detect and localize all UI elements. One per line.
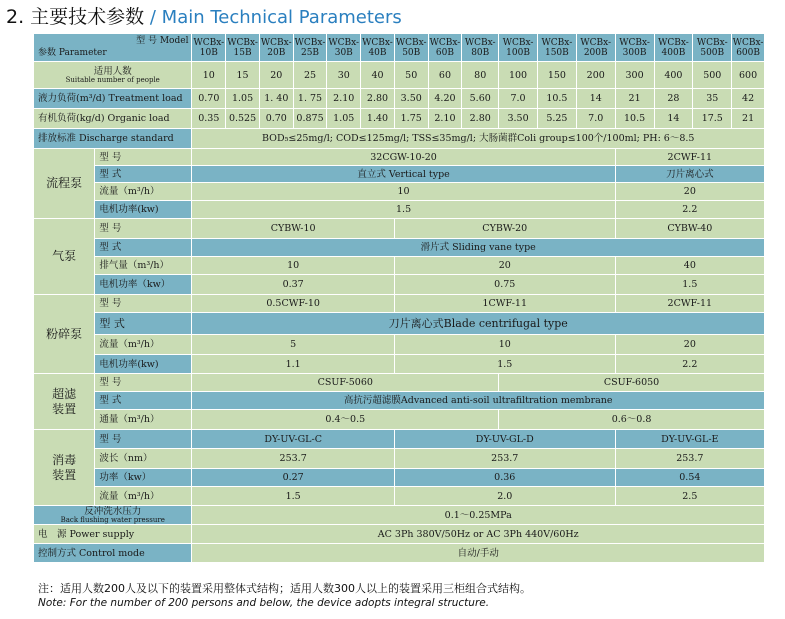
- organic-row: [34, 109, 765, 129]
- people-value: 15: [226, 62, 260, 89]
- flow-pump-row-label: 电机功率(kw): [95, 201, 192, 219]
- people-value: 300: [615, 62, 654, 89]
- ultra-flux: 0.4～0.5: [192, 410, 499, 430]
- disinfect-power: 0.36: [394, 469, 615, 487]
- model-header: WCBx-200B: [576, 34, 615, 62]
- air-pump-power: 0.37: [192, 275, 394, 295]
- model-header: WCBx-600B: [732, 34, 765, 62]
- notes: [38, 581, 531, 611]
- air-pump-row: [34, 275, 765, 295]
- flow-pump-value: 1.5: [192, 201, 615, 219]
- flow-pump-row-label: 型 式: [95, 166, 192, 183]
- crusher-power: 1.1: [192, 355, 394, 374]
- ultra-group-line1: 超滤: [52, 386, 77, 401]
- organic-value: 3.50: [499, 109, 538, 129]
- note-en: Note: For the number of 200 persons and below, the device adopts integral structure.: [38, 597, 490, 609]
- air-pump-group: 气泵: [34, 219, 95, 295]
- people-value: 100: [499, 62, 538, 89]
- crusher-power: 1.5: [394, 355, 615, 374]
- disinfect-wave: 253.7: [615, 449, 764, 469]
- people-value: 150: [537, 62, 576, 89]
- ultra-group-line2: 装置: [52, 401, 77, 416]
- ultra-group: [34, 374, 95, 430]
- disinfect-row: [34, 430, 765, 449]
- air-pump-power: 0.75: [394, 275, 615, 295]
- disinfect-model-label: 型 号: [95, 430, 192, 449]
- flow-pump-row: [34, 201, 765, 219]
- air-pump-power: 1.5: [615, 275, 764, 295]
- people-value: 200: [576, 62, 615, 89]
- organic-value: 0.525: [226, 109, 260, 129]
- model-header: WCBx-400B: [654, 34, 693, 62]
- model-header: WCBx-50B: [394, 34, 428, 62]
- crusher-flow: 5: [192, 335, 394, 355]
- organic-value: 1.75: [394, 109, 428, 129]
- discharge-value: BOD₅≤25mg/l; COD≤125mg/l; TSS≤35mg/l; 大肠菌群Coli group≤100个/100ml; PH: 6～8.5: [192, 129, 765, 149]
- people-label-en: Suitable number of people: [65, 76, 160, 84]
- model-header: WCBx-100B: [499, 34, 538, 62]
- crusher-row: [34, 355, 765, 374]
- organic-value: 1.40: [361, 109, 395, 129]
- crusher-row: [34, 335, 765, 355]
- power-supply-value: AC 3Ph 380V/50Hz or AC 3Ph 440V/60Hz: [192, 525, 765, 544]
- disinfect-power: 0.27: [192, 469, 394, 487]
- flow-pump-group: 流程泵: [34, 149, 95, 219]
- treatment-value: 1.05: [226, 89, 260, 109]
- disinfect-model: DY-UV-GL-D: [394, 430, 615, 449]
- air-pump-model: CYBW-20: [394, 219, 615, 239]
- disinfect-power: 0.54: [615, 469, 764, 487]
- treatment-value: 14: [576, 89, 615, 109]
- treatment-value: 28: [654, 89, 693, 109]
- people-value: 40: [361, 62, 395, 89]
- model-header: WCBx-80B: [462, 34, 499, 62]
- crusher-type-label: 型 式: [95, 313, 192, 335]
- organic-value: 14: [654, 109, 693, 129]
- treatment-value: 1. 40: [259, 89, 293, 109]
- crusher-power: 2.2: [615, 355, 764, 374]
- title-en: / Main Technical Parameters: [144, 7, 402, 28]
- crusher-model: 2CWF-11: [615, 295, 764, 313]
- air-pump-exhaust: 10: [192, 257, 394, 275]
- crusher-model: 1CWF-11: [394, 295, 615, 313]
- people-value: 500: [693, 62, 732, 89]
- model-header: WCBx-10B: [192, 34, 226, 62]
- crusher-model: 0.5CWF-10: [192, 295, 394, 313]
- disinfect-model: DY-UV-GL-C: [192, 430, 394, 449]
- treatment-value: 1. 75: [293, 89, 327, 109]
- flow-pump-value: 直立式 Vertical type: [192, 166, 615, 183]
- people-label: [34, 62, 192, 89]
- disinfect-row: [34, 469, 765, 487]
- air-pump-type: 滑片式 Sliding vane type: [192, 239, 765, 257]
- organic-label: 有机负荷(kg/d) Organic load: [34, 109, 192, 129]
- discharge-row: [34, 129, 765, 149]
- disinfect-flow: 2.5: [615, 487, 764, 506]
- people-value: 600: [732, 62, 765, 89]
- flow-pump-row: [34, 166, 765, 183]
- disinfect-flow: 1.5: [192, 487, 394, 506]
- flow-pump-value: 32CGW-10-20: [192, 149, 615, 166]
- organic-value: 21: [732, 109, 765, 129]
- flow-pump-row: [34, 149, 765, 166]
- ultra-row: [34, 392, 765, 410]
- treatment-value: 42: [732, 89, 765, 109]
- disinfect-flow-label: 流量（m³/h）: [95, 487, 192, 506]
- disinfect-row: [34, 487, 765, 506]
- model-header: WCBx-30B: [327, 34, 361, 62]
- ultra-model: CSUF-6050: [499, 374, 765, 392]
- disinfect-row: [34, 449, 765, 469]
- ultra-type: 高抗污超滤膜Advanced anti-soil ultrafiltration membrane: [192, 392, 765, 410]
- parameters-table: [33, 33, 765, 563]
- discharge-label: 排放标准 Discharge standard: [34, 129, 192, 149]
- ultra-type-label: 型 式: [95, 392, 192, 410]
- disinfect-wave-label: 波长（nm）: [95, 449, 192, 469]
- disinfect-wave: 253.7: [192, 449, 394, 469]
- people-value: 30: [327, 62, 361, 89]
- organic-value: 10.5: [615, 109, 654, 129]
- disinfect-group: [34, 430, 95, 506]
- page-title: [6, 4, 402, 30]
- crusher-row: [34, 313, 765, 335]
- flow-pump-value: 刀片离心式: [615, 166, 764, 183]
- people-row: [34, 62, 765, 89]
- organic-value: 7.0: [576, 109, 615, 129]
- backflush-row: [34, 506, 765, 525]
- treatment-value: 7.0: [499, 89, 538, 109]
- air-pump-row: [34, 219, 765, 239]
- control-row: [34, 544, 765, 563]
- backflush-label-cn: 反冲洗水压力: [84, 506, 142, 517]
- note-cn: 注：适用人数200人及以下的装置采用整体式结构；适用人数300人以上的装置采用三柜组合式结构。: [38, 582, 531, 595]
- treatment-value: 4.20: [428, 89, 462, 109]
- flow-pump-row-label: 型 号: [95, 149, 192, 166]
- flow-pump-row: [34, 183, 765, 201]
- treatment-value: 21: [615, 89, 654, 109]
- header-param-cell: [34, 34, 192, 62]
- ultra-row: [34, 410, 765, 430]
- title-cn: 2. 主要技术参数: [6, 6, 145, 28]
- model-header: WCBx-20B: [259, 34, 293, 62]
- disinfect-wave: 253.7: [394, 449, 615, 469]
- ultra-flux-label: 通量（m³/h）: [95, 410, 192, 430]
- header-param-label: 参数 Parameter: [38, 48, 107, 58]
- air-pump-exhaust: 20: [394, 257, 615, 275]
- control-label: 控制方式 Control mode: [34, 544, 192, 563]
- treatment-value: 3.50: [394, 89, 428, 109]
- backflush-value: 0.1～0.25MPa: [192, 506, 765, 525]
- organic-value: 0.875: [293, 109, 327, 129]
- treatment-value: 35: [693, 89, 732, 109]
- model-header: WCBx-150B: [537, 34, 576, 62]
- organic-value: 17.5: [693, 109, 732, 129]
- crusher-type: 刀片离心式Blade centrifugal type: [192, 313, 765, 335]
- people-value: 60: [428, 62, 462, 89]
- ultra-flux: 0.6～0.8: [499, 410, 765, 430]
- treatment-value: 0.70: [192, 89, 226, 109]
- flow-pump-value: 10: [192, 183, 615, 201]
- backflush-label-en: Back flushing water pressure: [60, 516, 165, 524]
- treatment-value: 2.80: [361, 89, 395, 109]
- crusher-power-label: 电机功率(kw): [95, 355, 192, 374]
- people-value: 20: [259, 62, 293, 89]
- disinfect-model: DY-UV-GL-E: [615, 430, 764, 449]
- crusher-flow: 20: [615, 335, 764, 355]
- air-pump-type-label: 型 式: [95, 239, 192, 257]
- treatment-value: 5.60: [462, 89, 499, 109]
- treatment-row: [34, 89, 765, 109]
- flow-pump-value: 2.2: [615, 201, 764, 219]
- ultra-model-label: 型 号: [95, 374, 192, 392]
- header-row: [34, 34, 765, 62]
- model-header: WCBx-15B: [226, 34, 260, 62]
- organic-value: 0.35: [192, 109, 226, 129]
- air-pump-model: CYBW-10: [192, 219, 394, 239]
- organic-value: 0.70: [259, 109, 293, 129]
- people-value: 400: [654, 62, 693, 89]
- treatment-value: 10.5: [537, 89, 576, 109]
- air-pump-exhaust-label: 排气量（m³/h）: [95, 257, 192, 275]
- backflush-label: [34, 506, 192, 525]
- air-pump-row: [34, 257, 765, 275]
- organic-value: 5.25: [537, 109, 576, 129]
- model-header: WCBx-25B: [293, 34, 327, 62]
- disinfect-group-line1: 消毒: [52, 452, 77, 467]
- flow-pump-row-label: 流量（m³/h）: [95, 183, 192, 201]
- ultra-model: CSUF-5060: [192, 374, 499, 392]
- people-value: 25: [293, 62, 327, 89]
- people-value: 10: [192, 62, 226, 89]
- air-pump-model: CYBW-40: [615, 219, 764, 239]
- crusher-group: 粉碎泵: [34, 295, 95, 374]
- people-value: 80: [462, 62, 499, 89]
- crusher-flow-label: 流量（m³/h）: [95, 335, 192, 355]
- air-pump-exhaust: 40: [615, 257, 764, 275]
- air-pump-row: [34, 239, 765, 257]
- people-label-cn: 适用人数: [93, 66, 132, 77]
- organic-value: 2.10: [428, 109, 462, 129]
- ultra-row: [34, 374, 765, 392]
- model-header: WCBx-500B: [693, 34, 732, 62]
- disinfect-flow: 2.0: [394, 487, 615, 506]
- power-supply-label: 电 源 Power supply: [34, 525, 192, 544]
- power-supply-row: [34, 525, 765, 544]
- header-model-label: 型 号 Model: [136, 36, 189, 46]
- treatment-label: 液力负荷(m³/d) Treatment load: [34, 89, 192, 109]
- model-header: WCBx-40B: [361, 34, 395, 62]
- crusher-flow: 10: [394, 335, 615, 355]
- flow-pump-value: 2CWF-11: [615, 149, 764, 166]
- model-header: WCBx-60B: [428, 34, 462, 62]
- crusher-row: [34, 295, 765, 313]
- air-pump-model-label: 型 号: [95, 219, 192, 239]
- control-value: 自动/手动: [192, 544, 765, 563]
- organic-value: 2.80: [462, 109, 499, 129]
- air-pump-power-label: 电机功率（kw）: [95, 275, 192, 295]
- disinfect-power-label: 功率（kw）: [95, 469, 192, 487]
- model-header: WCBx-300B: [615, 34, 654, 62]
- flow-pump-value: 20: [615, 183, 764, 201]
- treatment-value: 2.10: [327, 89, 361, 109]
- disinfect-group-line2: 装置: [52, 467, 77, 482]
- crusher-model-label: 型 号: [95, 295, 192, 313]
- people-value: 50: [394, 62, 428, 89]
- organic-value: 1.05: [327, 109, 361, 129]
